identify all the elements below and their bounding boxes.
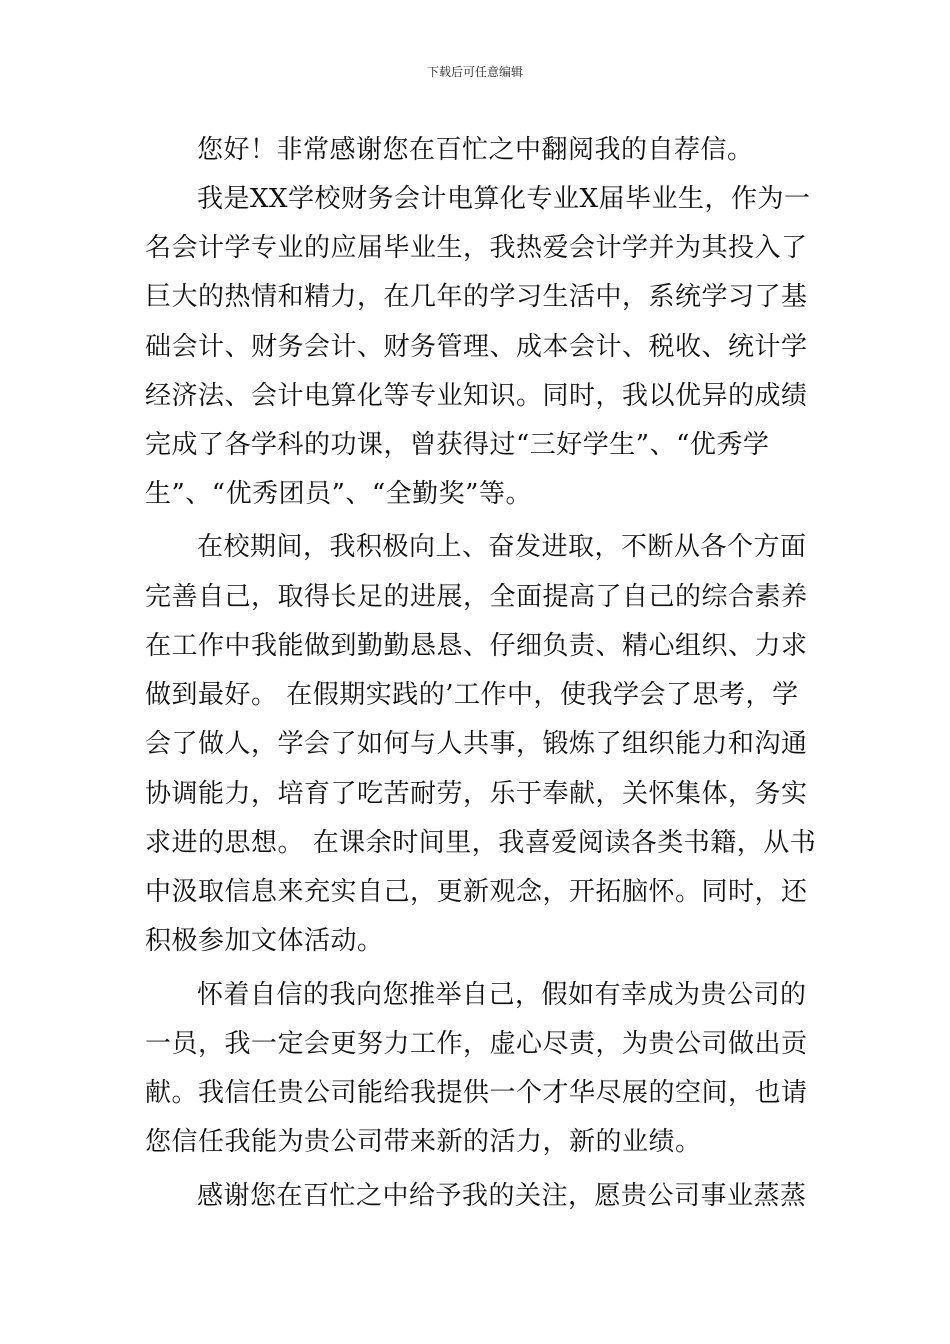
page-header: 下载后可任意编辑 [426,65,523,79]
text-line: 做到最好。 在假期实践的’工作中，使我学会了思考，学 [145,680,799,710]
text-line: 我是XX学校财务会计电算化专业X届毕业生，作为一 [197,184,811,214]
text-line: 完成了各学科的功课，曾获得过“三好学生”、“优秀学 [145,430,770,460]
text-line: 名会计学专业的应届毕业生，我热爱会计学并为其投入了 [145,233,808,263]
text-line: 完善自己，取得长足的进展，全面提高了自己的综合素养 [145,582,808,612]
text-line: 在工作中我能做到勤勤恳恳、仔细负责、精心组织、力求 [145,631,808,661]
text-line: 感谢您在百忙之中给予我的关注，愿贵公司事业蒸蒸 [197,1181,807,1211]
text-line: 怀着自信的我向您推举自己，假如有幸成为贵公司的 [197,980,807,1010]
text-line: 生”、“优秀团员”、“全勤奖”等。 [145,479,532,509]
text-line: 础会计、财务会计、财务管理、成本会计、税收、统计学 [145,332,808,362]
text-line: 您好！非常感谢您在百忙之中翻阅我的自荐信。 [197,135,754,165]
text-line: 会了做人，学会了如何与人共事，锻炼了组织能力和沟通 [145,729,808,759]
text-line: 协调能力，培育了吃苦耐劳，乐于奉献，关怀集体，务实 [145,779,808,809]
text-line: 您信任我能为贵公司带来新的活力，新的业绩。 [145,1127,702,1157]
text-line: 在校期间，我积极向上、奋发进取，不断从各个方面 [197,532,807,562]
text-line: 献。我信任贵公司能给我提供一个才华尽展的空间，也请 [145,1078,808,1108]
text-line: 巨大的热情和精力，在几年的学习生活中，系统学习了基 [145,282,808,312]
text-line: 求进的思想。 在课余时间里，我喜爱阅读各类书籍，从书 [145,828,817,858]
text-line: 积极参加文体活动。 [145,926,384,956]
text-line: 中汲取信息来充实自己，更新观念，开拓脑怀。同时，还 [145,877,808,907]
text-line: 经济法、会计电算化等专业知识。同时，我以优异的成绩 [145,381,808,411]
text-line: 一员，我一定会更努力工作，虚心尽责，为贵公司做出贡 [145,1029,808,1059]
